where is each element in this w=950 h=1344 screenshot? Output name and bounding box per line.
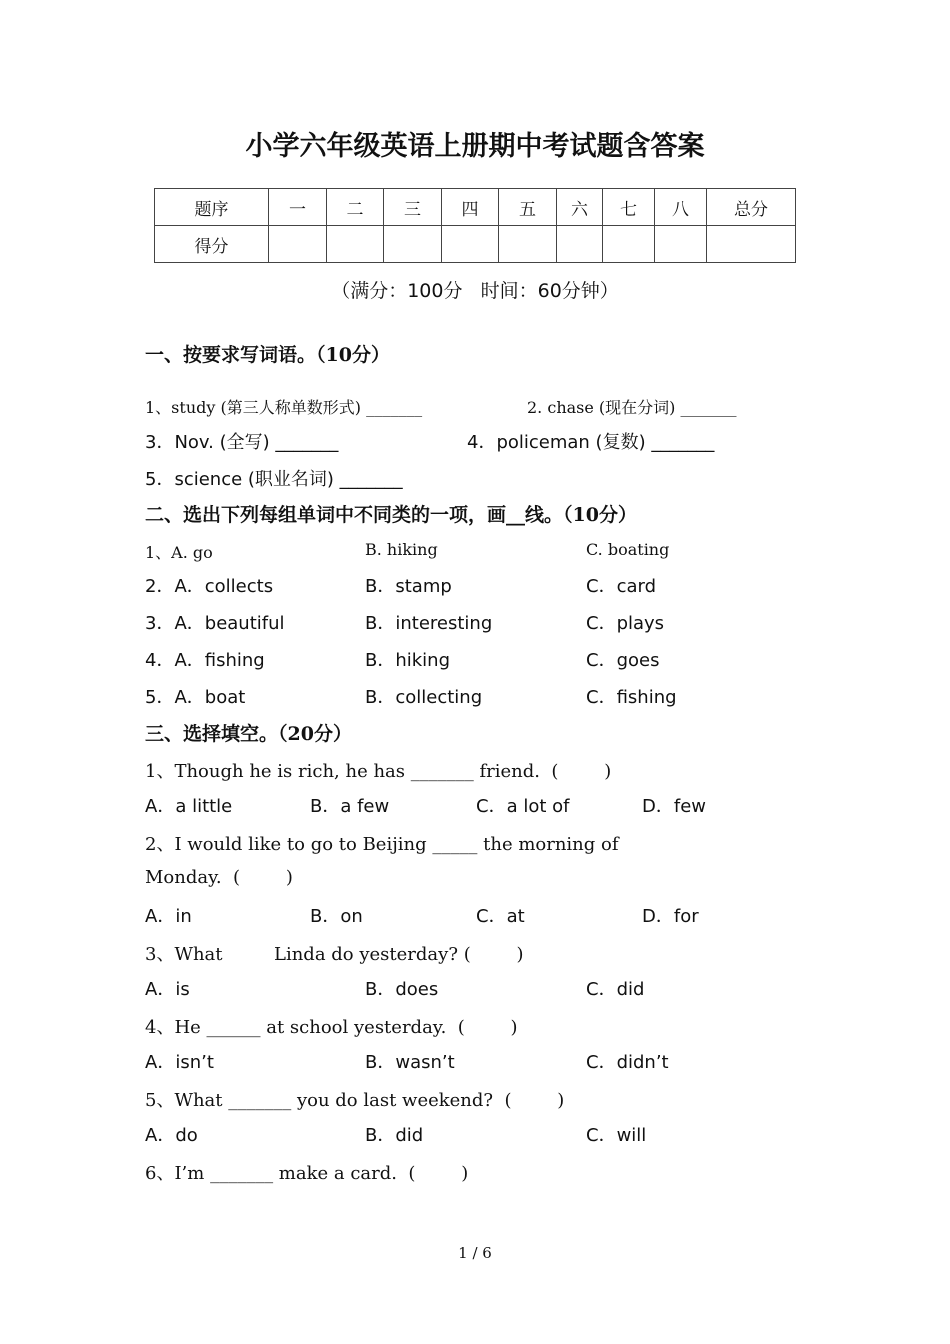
score-header-cell: 题序 bbox=[155, 189, 269, 226]
s3-q2-option-d: D．for bbox=[642, 906, 699, 927]
score-header-cell: 七 bbox=[603, 189, 655, 226]
s3-q1-option-c: C．a lot of bbox=[476, 796, 570, 817]
section1-heading: 一、按要求写词语。（10分） bbox=[145, 344, 390, 366]
score-header-cell: 总分 bbox=[707, 189, 796, 226]
score-row-label: 得分 bbox=[155, 226, 269, 263]
score-cell[interactable] bbox=[603, 226, 655, 263]
s1-question-5: 5．science (职业名词) _______ bbox=[145, 469, 403, 490]
s1-question-2: 2. chase (现在分词) _______ bbox=[527, 398, 737, 417]
s3-question-6: 6、I’m _______ make a card. ( ) bbox=[145, 1163, 469, 1184]
section3-heading: 三、选择填空。（20分） bbox=[145, 723, 352, 745]
s1-question-4: 4．policeman (复数) _______ bbox=[467, 432, 715, 453]
s2-row5-option-b: B．collecting bbox=[365, 687, 483, 708]
s2-row2-option-c: C．card bbox=[586, 576, 657, 597]
score-cell[interactable] bbox=[655, 226, 707, 263]
score-cell[interactable] bbox=[269, 226, 327, 263]
score-table bbox=[154, 188, 796, 263]
s3-q3-option-b: B．does bbox=[365, 979, 439, 1000]
s3-q4-option-c: C．didn’t bbox=[586, 1052, 669, 1073]
score-header-cell: 二 bbox=[327, 189, 384, 226]
s3-q1-option-d: D．few bbox=[642, 796, 706, 817]
score-header-cell: 三 bbox=[384, 189, 442, 226]
s3-q4-option-a: A．isn’t bbox=[145, 1052, 214, 1073]
s3-q5-option-c: C．will bbox=[586, 1125, 647, 1146]
exam-subtitle: （满分：100分 时间：60分钟） bbox=[331, 280, 619, 302]
s2-row2-option-a: 2．A．collects bbox=[145, 576, 274, 597]
s1-question-3: 3．Nov. (全写) _______ bbox=[145, 432, 339, 453]
score-cell[interactable] bbox=[384, 226, 442, 263]
score-cell[interactable] bbox=[499, 226, 557, 263]
s3-q1-option-b: B．a few bbox=[310, 796, 390, 817]
s3-question-5: 5、What _______ you do last weekend? ( ) bbox=[145, 1090, 565, 1111]
s2-row2-option-b: B．stamp bbox=[365, 576, 452, 597]
s2-row3-option-b: B．interesting bbox=[365, 613, 493, 634]
s3-question-2-line2: Monday. ( ) bbox=[145, 867, 293, 888]
s3-q2-option-a: A．in bbox=[145, 906, 192, 927]
s2-row5-option-c: C．fishing bbox=[586, 687, 677, 708]
score-table-header-row bbox=[155, 189, 796, 226]
score-header-cell: 五 bbox=[499, 189, 557, 226]
page-number: 1 / 6 bbox=[458, 1244, 492, 1262]
s3-q2-option-b: B．on bbox=[310, 906, 363, 927]
s3-q4-option-b: B．wasn’t bbox=[365, 1052, 455, 1073]
s2-row4-option-b: B．hiking bbox=[365, 650, 451, 671]
s2-row4-option-c: C．goes bbox=[586, 650, 660, 671]
score-header-cell: 八 bbox=[655, 189, 707, 226]
s2-row3-option-c: C．plays bbox=[586, 613, 665, 634]
s3-q5-option-b: B．did bbox=[365, 1125, 424, 1146]
s3-q5-option-a: A．do bbox=[145, 1125, 198, 1146]
section2-heading: 二、选出下列每组单词中不同类的一项，画__线。（10分） bbox=[145, 504, 637, 526]
score-cell[interactable] bbox=[557, 226, 603, 263]
s2-row1-option-c: C. boating bbox=[586, 540, 670, 559]
s2-row3-option-a: 3．A．beautiful bbox=[145, 613, 285, 634]
score-cell[interactable] bbox=[327, 226, 384, 263]
s2-row1-option-a: 1、A. go bbox=[145, 543, 213, 562]
s2-row1-option-b: B. hiking bbox=[365, 540, 438, 559]
score-header-cell: 四 bbox=[442, 189, 499, 226]
score-header-cell: 六 bbox=[557, 189, 603, 226]
s1-question-1: 1、study (第三人称单数形式) _______ bbox=[145, 398, 423, 417]
score-cell[interactable] bbox=[442, 226, 499, 263]
s2-row5-option-a: 5．A．boat bbox=[145, 687, 246, 708]
s3-question-1: 1、Though he is rich, he has _______ friend. ( ) bbox=[145, 761, 612, 782]
s3-question-4: 4、He ______ at school yesterday. ( ) bbox=[145, 1017, 518, 1038]
s3-q1-option-a: A．a little bbox=[145, 796, 233, 817]
s2-row4-option-a: 4．A．fishing bbox=[145, 650, 265, 671]
s3-q3-option-c: C．did bbox=[586, 979, 645, 1000]
page-title: 小学六年级英语上册期中考试题含答案 bbox=[245, 131, 705, 162]
score-cell[interactable] bbox=[707, 226, 796, 263]
s3-question-2-line1: 2、I would like to go to Beijing _____ the morning of bbox=[145, 834, 619, 855]
score-header-cell: 一 bbox=[269, 189, 327, 226]
score-table-score-row bbox=[155, 226, 796, 263]
s3-q3-option-a: A．is bbox=[145, 979, 190, 1000]
s3-question-3: 3、What Linda do yesterday? ( ) bbox=[145, 944, 524, 965]
s3-q2-option-c: C．at bbox=[476, 906, 525, 927]
